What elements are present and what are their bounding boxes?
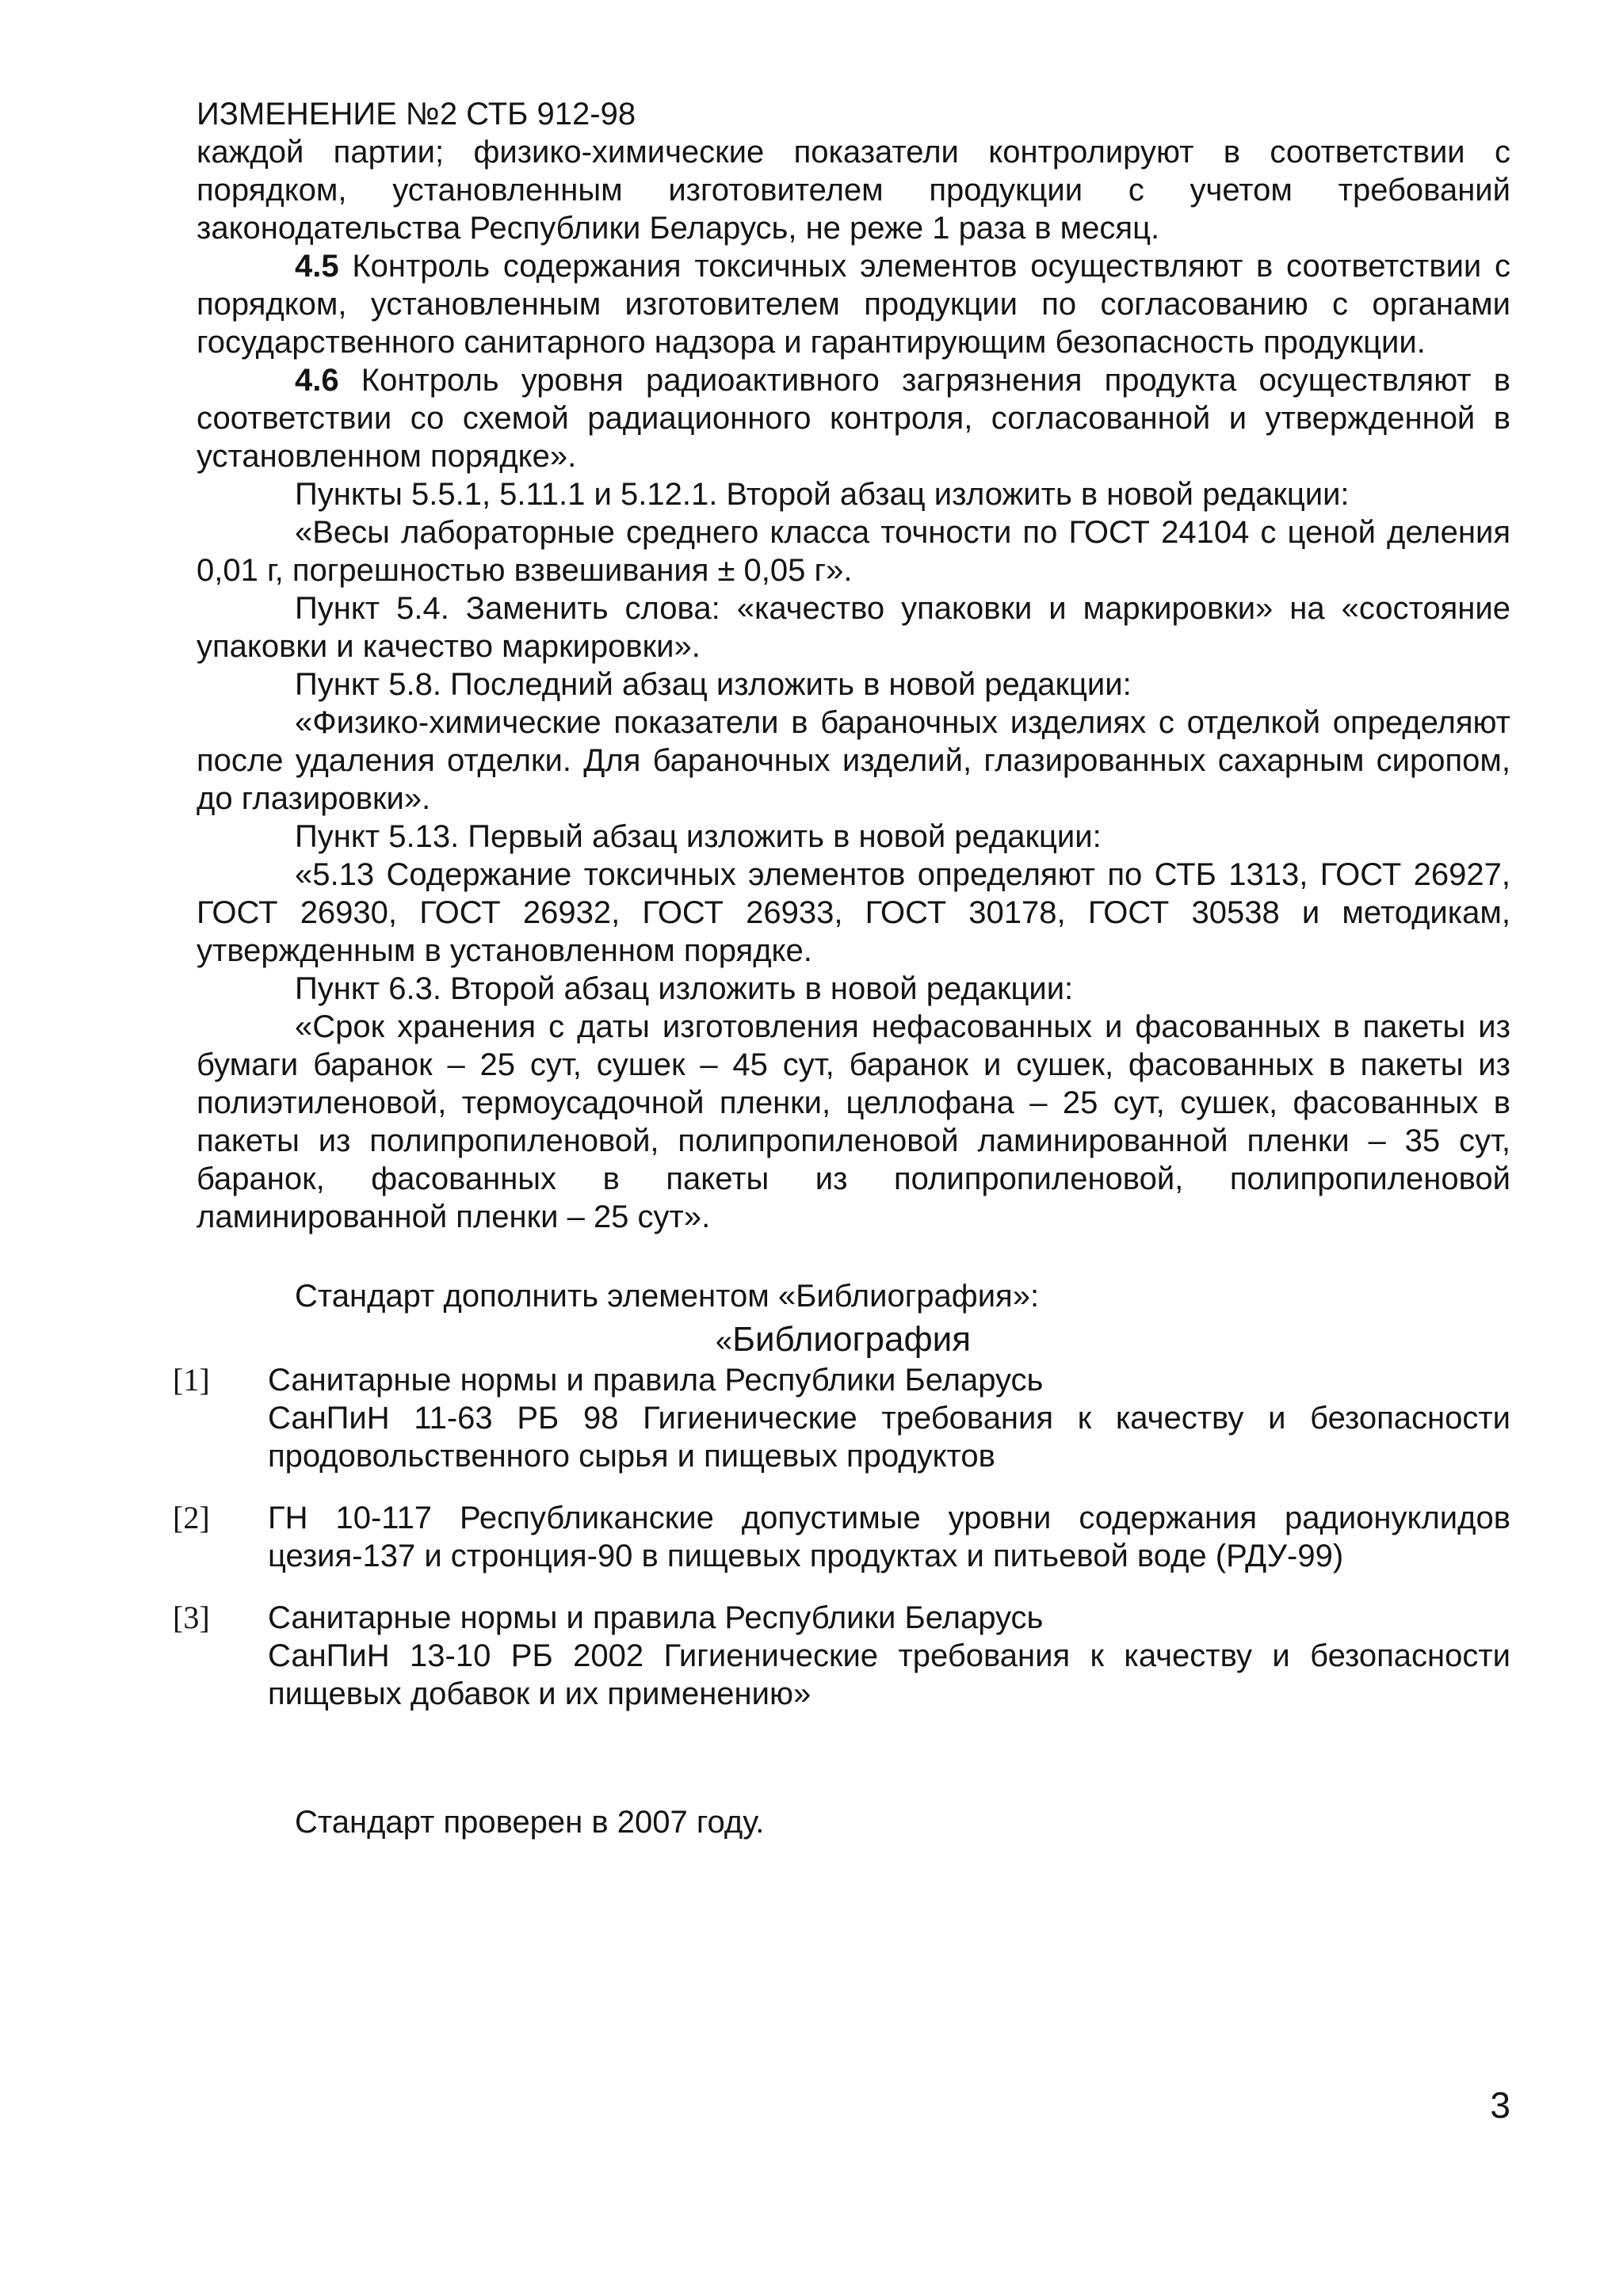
- clause-text: Контроль содержания токсичных элементов осуществляют в соответствии с порядком, установленным изготовителем продукции по согласованию с органами государственного санитарного надзора и гарантирующим безопасность продукции.: [197, 249, 1510, 360]
- bib-number: [1]: [173, 1362, 210, 1398]
- paragraph-4-6: [197, 361, 1510, 475]
- bibliography-quote: «: [715, 1325, 733, 1358]
- paragraph-point-5-13: Пункт 5.13. Первый абзац изложить в новой редакции:: [295, 819, 1102, 854]
- document-header: ИЗМЕНЕНИЕ №2 СТБ 912-98: [197, 97, 636, 132]
- bibliography-heading: Библиография: [732, 1320, 972, 1359]
- paragraph-points-5-5-1: Пункты 5.5.1, 5.11.1 и 5.12.1. Второй абзац изложить в новой редакции:: [295, 477, 1350, 512]
- paragraph-scales: «Весы лабораторные среднего класса точности по ГОСТ 24104 с ценой деления 0,01 г, погрешностью взвешивания ± 0,05 г».: [197, 515, 1510, 588]
- bib-entry-line2: СанПиН 11-63 РБ 98 Гигиенические требования к качеству и безопасности продовольственного сырья и пищевых продуктов: [268, 1401, 1510, 1474]
- page-number: 3: [1490, 2084, 1510, 2126]
- paragraph-continuation: каждой партии; физико-химические показатели контролируют в соответствии с порядком, установленным изготовителем продукции с учетом требований законодательства Республики Беларусь, не реже 1 раза в месяц.: [197, 135, 1510, 246]
- paragraph-point-6-3: Пункт 6.3. Второй абзац изложить в новой редакции:: [295, 971, 1074, 1006]
- paragraph-point-5-8: Пункт 5.8. Последний абзац изложить в новой редакции:: [295, 667, 1132, 702]
- bib-entry-1: [268, 1361, 1510, 1475]
- paragraph-4-5: [197, 247, 1510, 361]
- bibliography-title: [0, 1319, 1623, 1362]
- paragraph-standard-checked: Стандарт проверен в 2007 году.: [295, 1805, 765, 1840]
- bib-entry-line1: Санитарные нормы и правила Республики Беларусь: [268, 1600, 1044, 1635]
- bib-number: [2]: [173, 1500, 210, 1535]
- paragraph-phys-chem: «Физико-химические показатели в бараночных изделиях с отделкой определяют после удаления отделки. Для бараночных изделий, глазированных сахарным сиропом, до глазировки».: [197, 705, 1510, 816]
- clause-number: 4.5: [295, 249, 339, 284]
- bib-entry-line2: СанПиН 13-10 РБ 2002 Гигиенические требования к качеству и безопасности пищевых добавок и их применению»: [268, 1638, 1510, 1711]
- clause-text: Контроль уровня радиоактивного загрязнения продукта осуществляют в соответствии со схемой радиационного контроля, согласованной и утвержденной в установленном порядке».: [197, 363, 1510, 474]
- paragraph-storage: «Срок хранения с даты изготовления нефасованных и фасованных в пакеты из бумаги баранок – 25 сут, сушек – 45 сут, баранок и сушек, фасованных в пакеты из полиэтиленовой, термоусадочной пленки, целлофана – 25 сут, сушек, фасованных в пакеты из полипропиленовой, полипропиленовой ламинированной пленки – 35 сут, баранок, фасованных в пакеты из полипропиленовой, полипропиленовой ламинированной пленки – 25 сут».: [197, 1009, 1510, 1234]
- bib-entry-line1: Санитарные нормы и правила Республики Беларусь: [268, 1363, 1044, 1398]
- bib-entry-2: [268, 1499, 1510, 1575]
- bib-entry-3: [268, 1599, 1510, 1713]
- clause-number: 4.6: [295, 363, 339, 398]
- paragraph-toxic-elements: «5.13 Содержание токсичных элементов определяют по СТБ 1313, ГОСТ 26927, ГОСТ 26930, ГОСТ 26932, ГОСТ 26933, ГОСТ 30178, ГОСТ 30538 и методикам, утвержденным в установленном порядке.: [197, 857, 1510, 968]
- paragraph-standard-add: Стандарт дополнить элементом «Библиография»:: [295, 1279, 1040, 1314]
- bib-number: [3]: [173, 1600, 210, 1635]
- bib-entry-line2: ГН 10-117 Республиканские допустимые уровни содержания радионуклидов цезия-137 и стронция-90 в пищевых продуктах и питьевой воде (РДУ-99): [268, 1501, 1510, 1573]
- paragraph-point-5-4: Пункт 5.4. Заменить слова: «качество упаковки и маркировки» на «состояние упаковки и качество маркировки».: [197, 591, 1510, 664]
